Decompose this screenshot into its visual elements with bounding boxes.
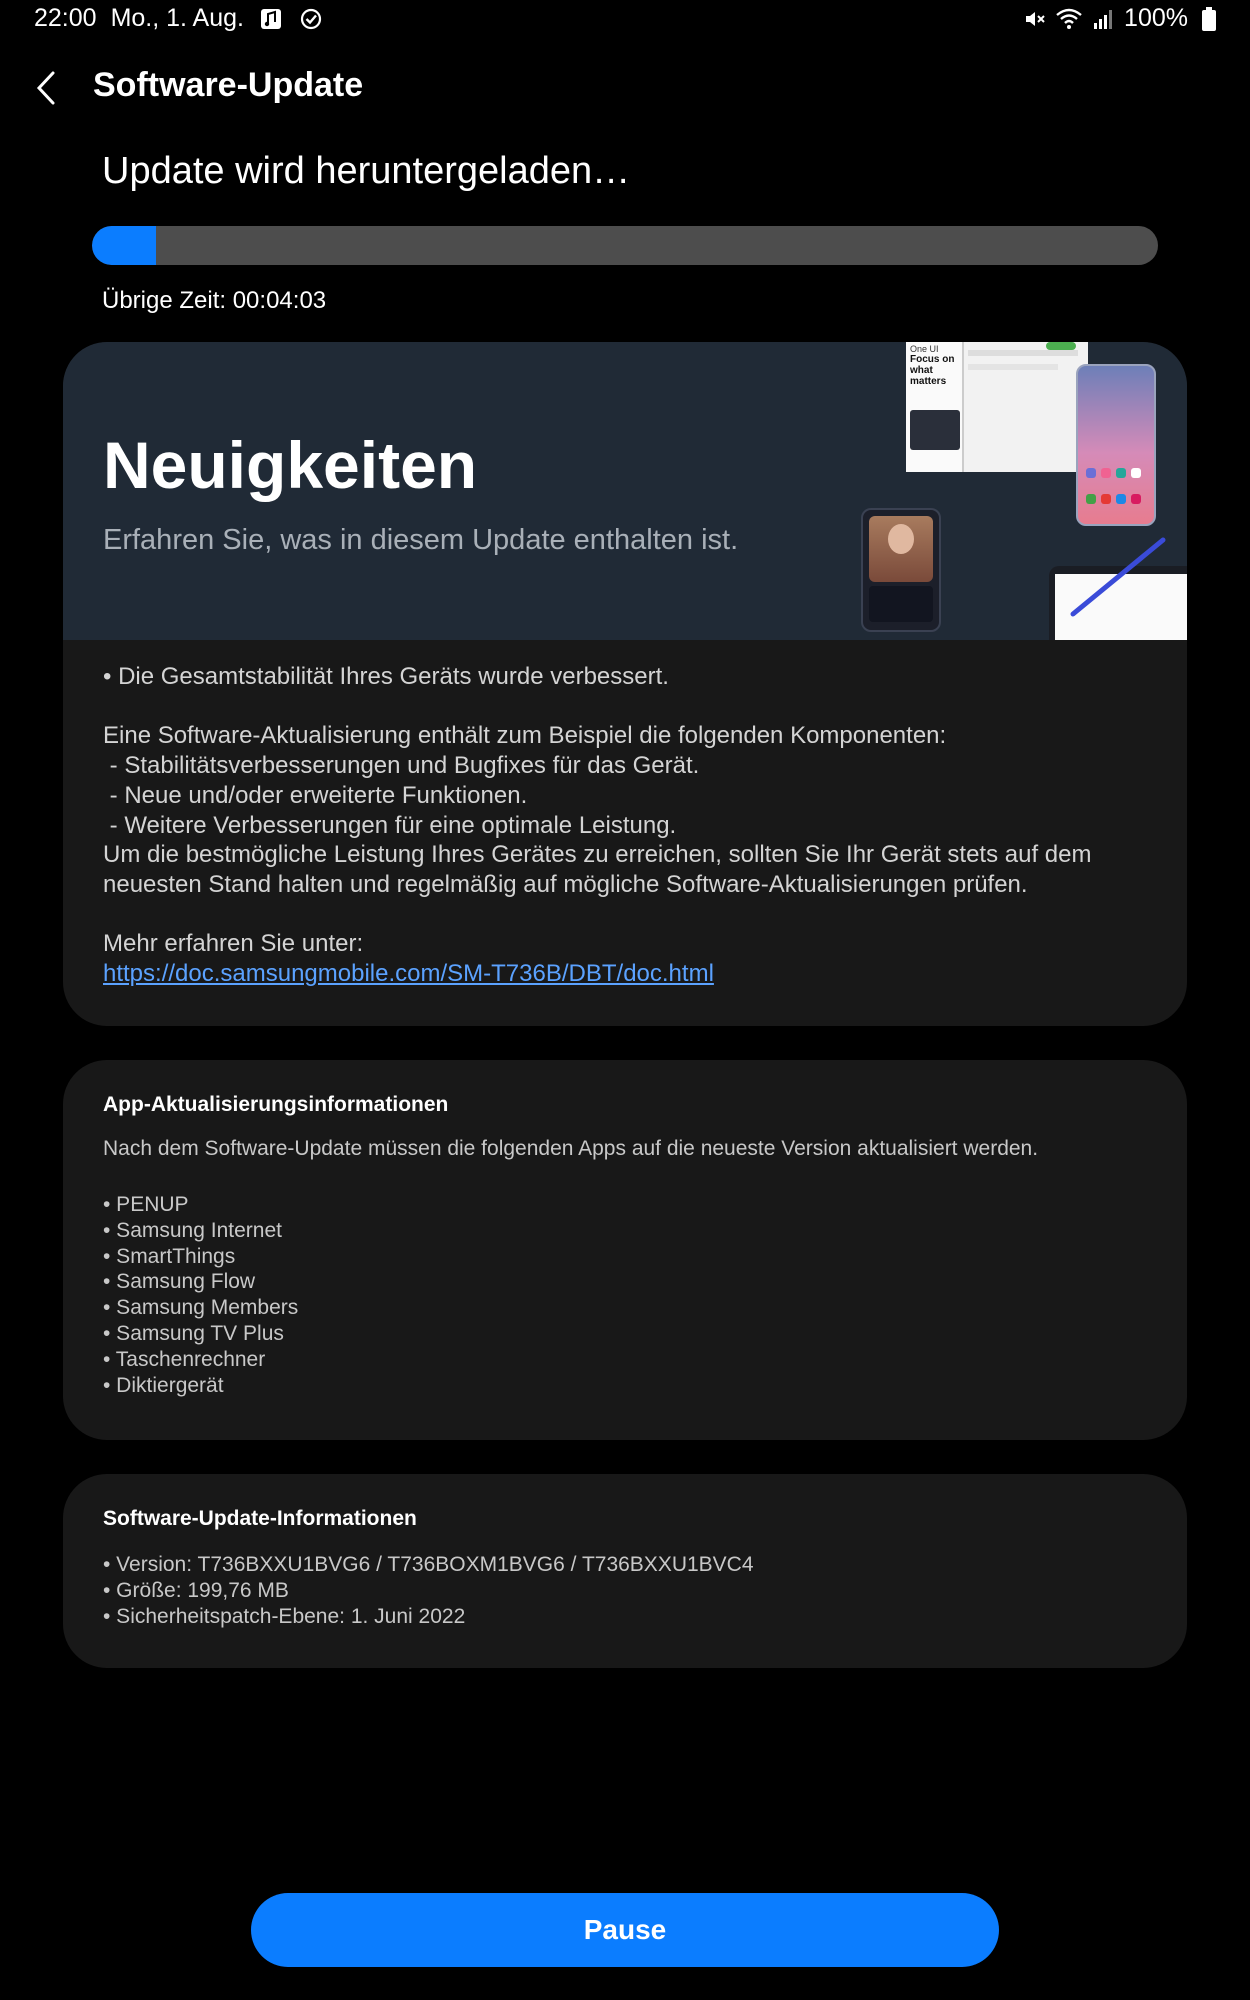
news-line: - Weitere Verbesserungen für eine optimale Leistung. [103, 811, 677, 839]
app-update-card [63, 1060, 1187, 1440]
status-bar-right [1022, 4, 1222, 33]
app-update-title: App-Aktualisierungsinformationen [103, 1093, 449, 1116]
news-line: Mehr erfahren Sie unter: [103, 930, 364, 958]
list-item: • Diktiergerät [103, 1373, 224, 1397]
promo-caption: One UI [910, 344, 939, 354]
back-button[interactable] [26, 62, 66, 114]
news-title: Neuigkeiten [103, 428, 478, 502]
list-item: • Samsung Internet [103, 1218, 282, 1242]
battery-percentage: 100% [1124, 4, 1188, 32]
chevron-left-icon [35, 70, 57, 106]
s-pen-icon [1063, 532, 1173, 622]
news-line: • Die Gesamtstabilität Ihres Geräts wurde verbessert. [103, 663, 669, 690]
promo-heading: Focus on what matters [910, 354, 955, 387]
news-banner [63, 342, 1187, 640]
download-progress-fill [92, 226, 156, 265]
news-line: - Neue und/oder erweiterte Funktionen. [103, 781, 528, 809]
list-item: • Sicherheitspatch-Ebene: 1. Juni 2022 [103, 1604, 466, 1628]
software-info-card [63, 1474, 1187, 1668]
battery-icon [1196, 6, 1222, 32]
list-item: • Samsung Members [103, 1296, 299, 1320]
notification-music-icon [258, 6, 284, 32]
software-info-title: Software-Update-Informationen [103, 1507, 417, 1530]
status-time: 22:00 [34, 4, 97, 32]
mute-icon [1022, 6, 1048, 32]
list-item: • Größe: 199,76 MB [103, 1578, 289, 1602]
news-line: Eine Software-Aktualisierung enthält zum Beispiel die folgenden Komponenten: [103, 722, 947, 750]
remaining-time: Übrige Zeit: 00:04:03 [102, 287, 327, 314]
page-title: Software-Update [93, 66, 364, 104]
list-item: • Samsung TV Plus [103, 1321, 284, 1345]
news-card [63, 342, 1187, 1026]
list-item: • Taschenrechner [103, 1347, 266, 1371]
download-status: Update wird heruntergeladen… [102, 150, 631, 192]
pause-button[interactable]: Pause [251, 1893, 999, 1967]
software-info-list [103, 1552, 754, 1629]
foldable-promo-device [906, 342, 1088, 472]
notification-check-icon [298, 6, 324, 32]
more-info-link[interactable]: https://doc.samsungmobile.com/SM-T736B/DBT/doc.html [103, 960, 714, 987]
flip-phone-promo-device [861, 508, 941, 632]
list-item: • PENUP [103, 1193, 189, 1216]
news-line: - Stabilitätsverbesserungen und Bugfixes für das Gerät. [103, 752, 700, 780]
list-item: • SmartThings [103, 1244, 236, 1268]
status-bar-left [34, 4, 324, 33]
list-item: • Samsung Flow [103, 1270, 256, 1294]
phone-promo-device [1076, 364, 1156, 526]
download-progress-bar [92, 226, 1158, 265]
news-subtitle: Erfahren Sie, was in diesem Update enthalten ist. [103, 524, 739, 556]
wifi-icon [1056, 6, 1082, 32]
news-line: Um die bestmögliche Leistung Ihres Gerätes zu erreichen, sollten Sie Ihr Gerät stets auf dem [103, 841, 1092, 869]
signal-icon [1090, 6, 1116, 32]
news-line: neuesten Stand halten und regelmäßig auf mögliche Software-Aktualisierungen prüfen. [103, 870, 1028, 898]
list-item: • Version: T736BXXU1BVG6 / T736BOXM1BVG6 / T736BXXU1BVC4 [103, 1553, 754, 1576]
app-update-description: Nach dem Software-Update müssen die folgenden Apps auf die neueste Version aktualisiert werden. [103, 1137, 1039, 1160]
status-date: Mo., 1. Aug. [110, 4, 244, 32]
news-body [103, 662, 1147, 989]
app-list [103, 1192, 298, 1398]
